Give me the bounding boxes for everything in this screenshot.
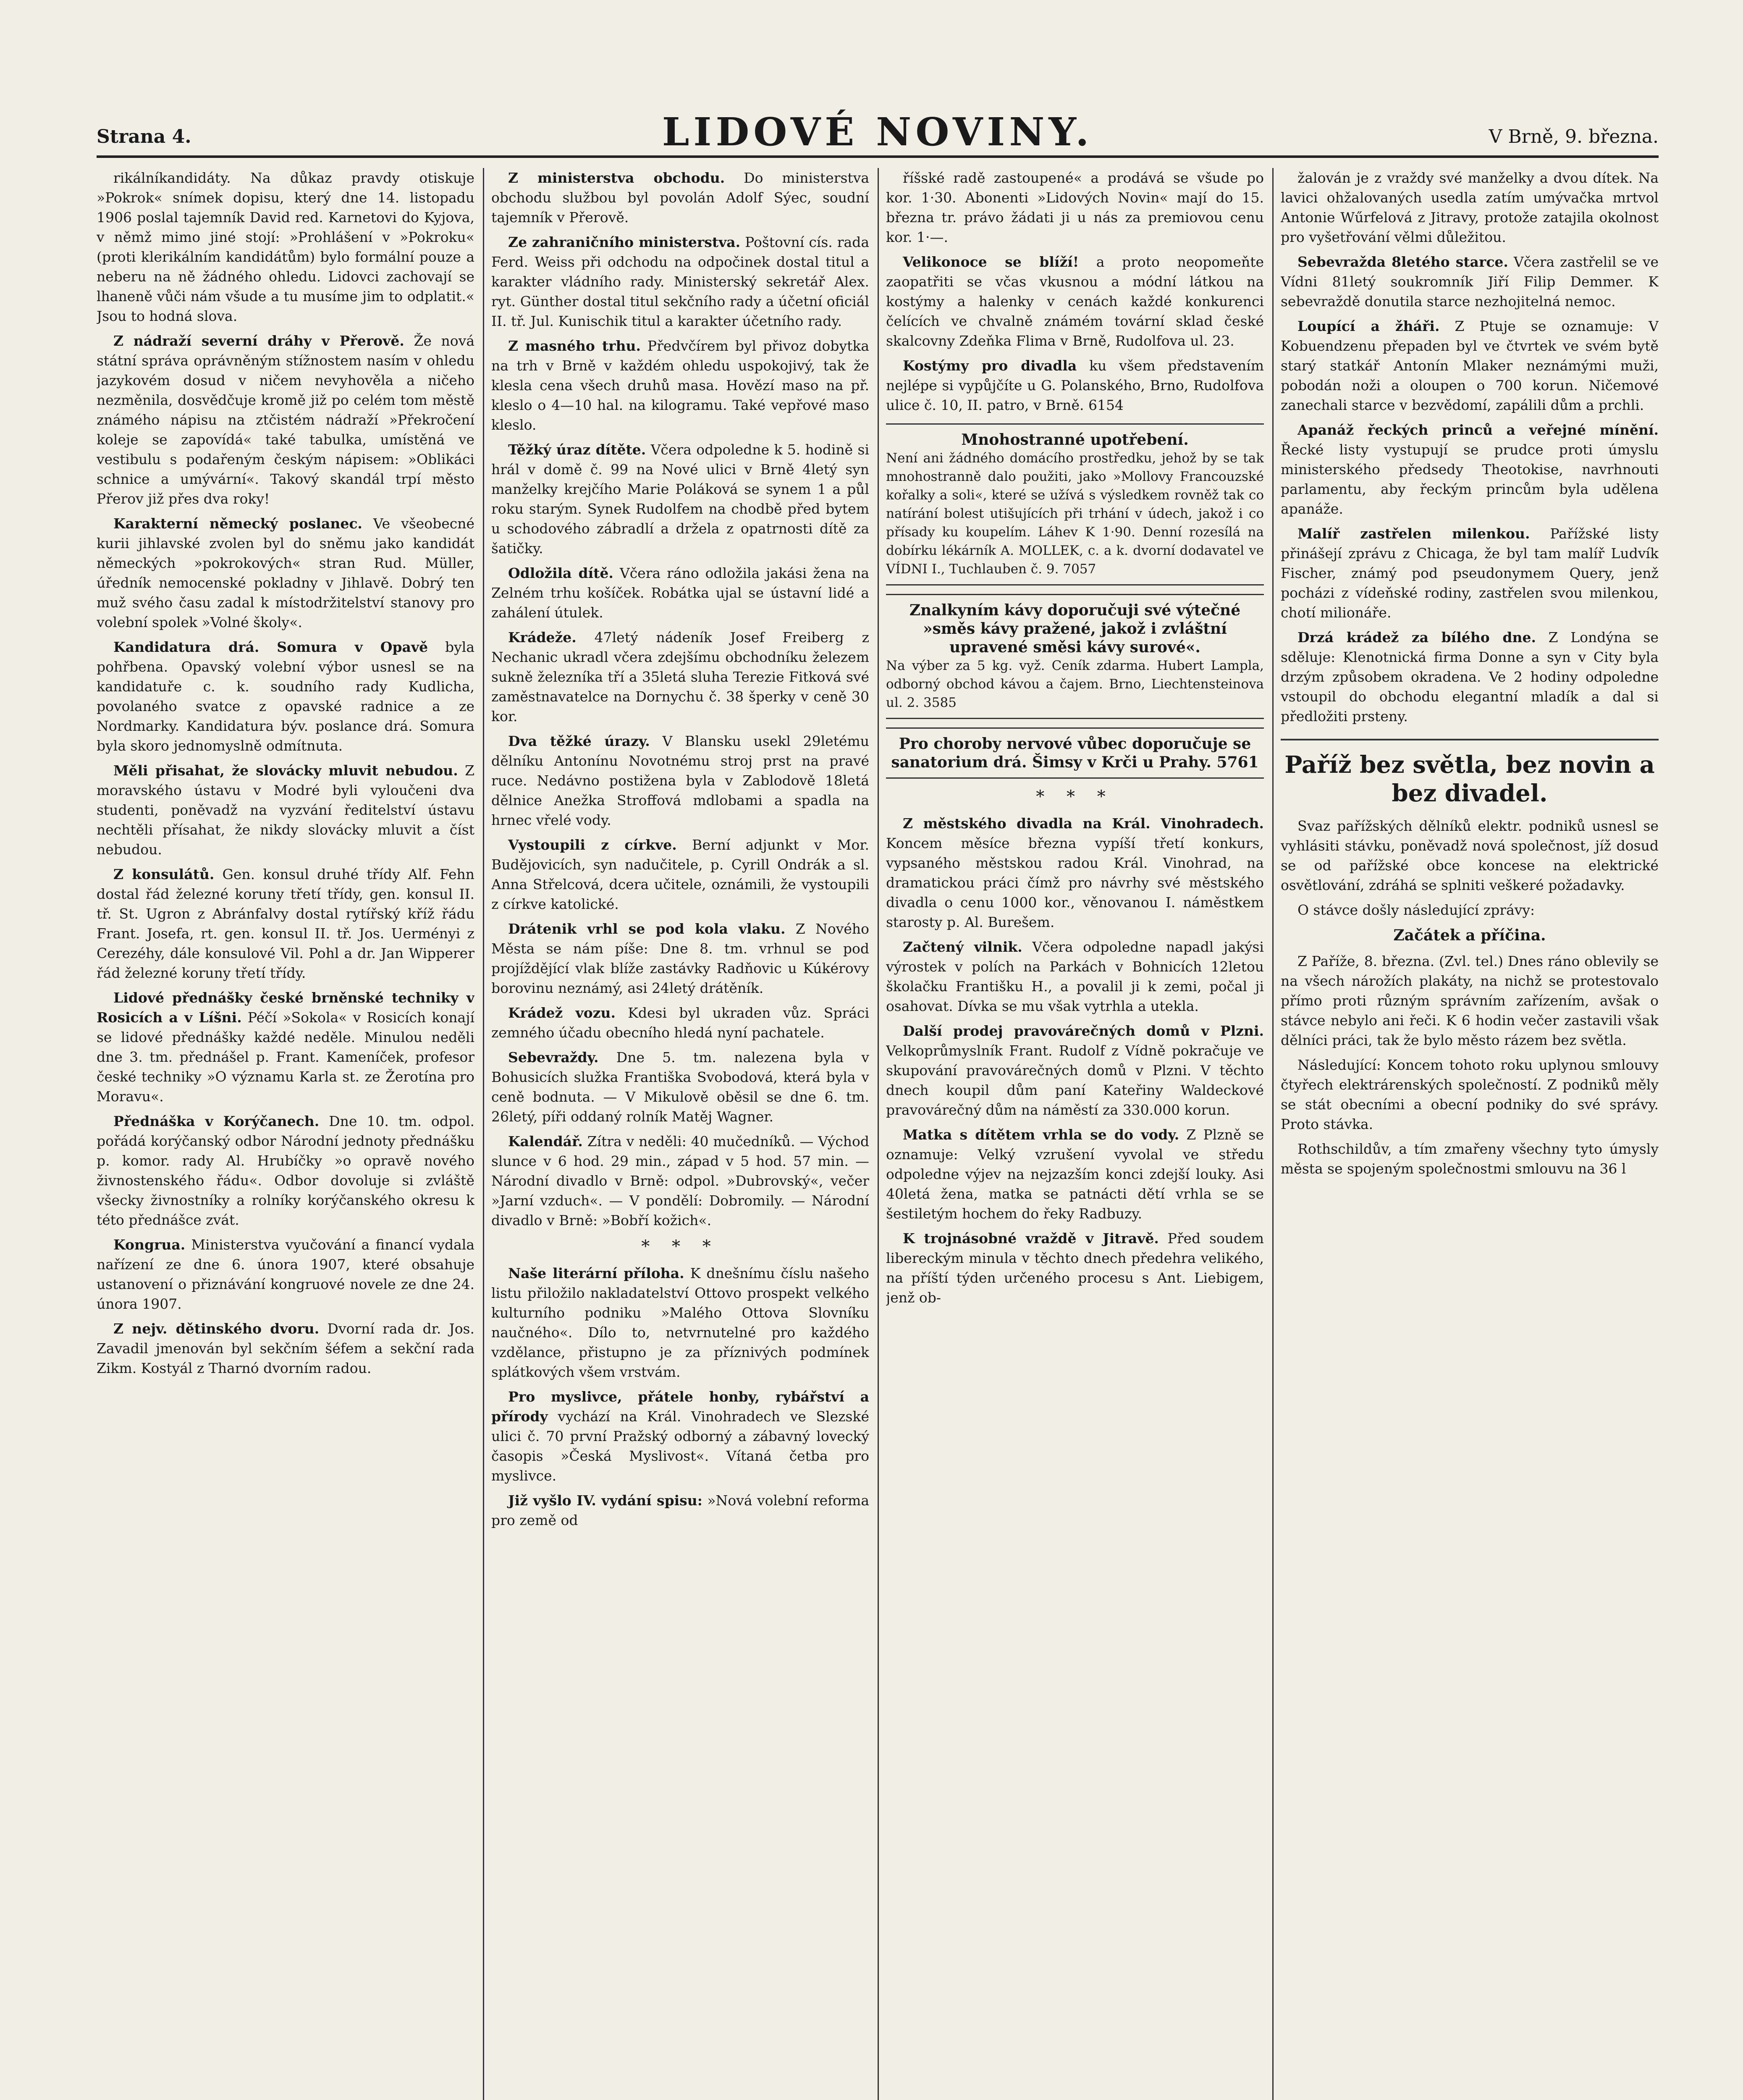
- article-heading: Sebevražda 8letého starce.: [1297, 254, 1508, 270]
- article-heading: Z konsulátů.: [113, 866, 215, 882]
- article-text: Poštovní cís. rada Ferd. Weiss při odchodu na odpočinek dostal titul a karakter vládního rady. Ministerský sekretář Alex. ryt. Günther dostal titul sekčního rady a účetní oficiál II. tř. Jul. Kunischik titul a karakter účetního rady.: [491, 234, 869, 329]
- article-text: vychází na Král. Vinohradech ve Slezské ulici č. 70 první Pražský odborný a zábavný lovecký časopis »Česká Myslivost«. Vítaná četba pro myslivce.: [491, 1408, 869, 1484]
- article-heading: Z nejv. dětinského dvoru.: [113, 1320, 320, 1337]
- article-text: Z Nového Města se nám píše: Dne 8. tm. vrhnul se pod projíždějící vlak blíže zastávky Radňovic u Kúkérovy borovinu neznámý, asi 24letý drátěník.: [491, 921, 869, 996]
- article-heading: Vystoupili z církve.: [508, 837, 677, 853]
- advertisement-text: Na výber za 5 kg. vyž. Ceník zdarma. Hubert Lampla, odborný obchod kávou a čajem. Brno, Liechtensteinova ul. 2. 3585: [886, 658, 1264, 710]
- article-heading: Již vyšlo IV. vydání spisu:: [508, 1492, 702, 1509]
- article-text: Z Plzně se oznamuje: Velký vzrušení vyvolal ve středu odpoledne výjev na nejzazším konci zdejší louky. Asi 40letá žena, matka se patnácti dětí vrhla se se šestiletým hochem do řeky Radbuzy.: [886, 1126, 1264, 1222]
- article-text: Péčí »Sokola« v Rosicích konají se lidové přednášky každé neděle. Minulou neděli dne 3. tm. přednášel p. Frant. Kameníček, profesor české techniky »O významu Karla st. ze Žerotína pro Moravu«.: [97, 1009, 474, 1105]
- article-heading: Karakterní německý poslanec.: [113, 515, 362, 532]
- masthead: [97, 109, 1659, 158]
- article-text: Zítra v neděli: 40 mučedníků. — Východ slunce v 6 hod. 29 min., západ v 5 hod. 57 min. — Národní divadlo v Brně: odpol. »Dubrovský«, večer »Jarní vzduch«. — V pondělí: Dobromily. — Národní divadlo v Brně: »Bobří kožich«.: [491, 1133, 869, 1228]
- article-text: Včera odpoledne k 5. hodině si hrál v domě č. 99 na Nové ulici v Brně 4letý syn manželky krejčího Marie Poláková se synem 1 a půl roku starým. Synek Rudolfem na chodbě před bytem u schodového zábradlí a držela z opatrnosti dítě za šatičky.: [491, 441, 869, 556]
- article-heading: Z ministerstva obchodu.: [508, 170, 725, 186]
- article-text: Z moravského ústavu v Modré byli vyloučeni dva studenti, poněvadž na vyzvání ředitelství ústavu nechtěli přísahat, že nikdy slovácky mluvit a číst nebudou.: [97, 762, 474, 858]
- feature-headline: Paříž bez světla, bez novin a bez divadel.: [1281, 739, 1659, 808]
- newspaper-title: LIDOVÉ NOVINY.: [662, 109, 1093, 155]
- article-text: Že nová státní správa oprávněným stížnostem nasím v ohledu jazykovém dosud v ničem nevyhověla a ničeho nezměnila, dosvědčuje kromě již po celém tom městě známého nápisu na ztčistém nádraží »Překročení koleje se zapovídá« také tabulka, umístěná ve vestibulu s podařeným českým nápisem: »Oblikáci schnice a umývární«. Takový skandál trpí město Přerov již přes dva roky!: [97, 333, 474, 507]
- article-text: Předvčírem byl přivoz dobytka na trh v Brně v každém ohledu uspokojivý, tak že klesla cena všech druhů masa. Hovězí maso na př. kleslo o 4—10 hal. na kilogramu. Také vepřové maso kleslo.: [491, 338, 869, 433]
- article-text: Následující: Koncem tohoto roku uplynou smlouvy čtyřech elektrárenských společností. Z podniků měly se stát obecními a obecní podniky do své správy. Proto stávka.: [1281, 1057, 1659, 1132]
- article-heading: Přednáška v Korýčanech.: [113, 1113, 320, 1129]
- article-text: Řecké listy vystupují se prudce proti úmyslu ministerského předsedy Theotokise, navrhnouti parlamentu, aby řeckým princům byla udělena apanáže.: [1281, 441, 1659, 517]
- article-text: Koncem měsíce března vypíší třetí konkurs, vypsaného městskou radou Král. Vinohrad, na dramatickou práci čímž pro návrhy své městského divadla o cenu 1000 kor., věnovanou I. náměstkem starosty p. Al. Burešem.: [886, 835, 1264, 930]
- article-heading: Pro myslivce, přátele honby, rybářství a přírody: [491, 1389, 869, 1425]
- article-text: Dne 5. tm. nalezena byla v Bohusicích služka Františka Svobodová, která byla v ceně bodnuta. — V Mikulově oběsil se dne 6. tm. 26letý, píři oddaný rolník Matěj Wagner.: [491, 1049, 869, 1125]
- article-heading: Kandidatura drá. Somura v Opavě: [113, 639, 428, 655]
- article-heading: Z městského divadla na Král. Vinohradech.: [903, 815, 1264, 832]
- article-heading: Měli přisahat, že slovácky mluvit nebudou.: [113, 762, 458, 779]
- article-heading: Z nádraží severní dráhy v Přerově.: [113, 333, 404, 349]
- article-heading: Lidové přednášky české brněnské techniky v Rosicích a v Líšni.: [97, 990, 474, 1026]
- article-text: 47letý nádeník Josef Freiberg z Nechanic ukradl včera zdejšímu obchodníku železem sukně železníka tří a 35letá sluha Terezie Fitková své zaměstnavatelce na Dornychu č. 38 šperky v ceně 30 kor.: [491, 629, 869, 724]
- article-heading: Kalendář.: [508, 1133, 583, 1150]
- article-text: Z Londýna se sděluje: Klenotnická firma Donne a syn v City byla drzým způsobem okradena. Ve 2 hodiny odpoledne vstoupil do obchodu elegantní mladík a dal si předložiti prsteny.: [1281, 629, 1659, 724]
- newspaper-page: [97, 84, 1659, 2100]
- article-text: Včera odpoledne napadl jakýsi výrostek v polích na Parkách v Bohnicích 12letou školačku Františku H., a povalil ji k zemi, počal ji osahovat. Dívka se mu však vytrhla a utekla.: [886, 939, 1264, 1014]
- article-text: Z Paříže, 8. března. (Zvl. tel.) Dnes ráno oblevily se na všech nárožích plakáty, na nichž se protestovalo přímo proti různým správním zařízením, avšak o stávce nebylo ani řeči. K 6 hodin večer zastavili však dělníci práci, tak že bylo město rázem bez světla.: [1281, 953, 1659, 1048]
- article-heading: Drátenik vrhl se pod kola vlaku.: [508, 921, 786, 937]
- article-text: a proto neopomeňte zaopatřiti se včas vkusnou a módní látkou na kostýmy a halenky v cenách každé konkurenci čelících ve chvalně známém tovární sklad české skalcovny Zdeňka Flima v Brně, Rudolfova ul. 23.: [886, 254, 1264, 349]
- article-heading: Apanáž řeckých princů a veřejné mínění.: [1297, 422, 1659, 438]
- article-text: Včera zastřelil se ve Vídni 81letý soukromník Jiří Filip Demmer. K sebevraždě donutila starce nezhojitelná nemoc.: [1281, 254, 1659, 310]
- article-heading: Krádež vozu.: [508, 1005, 616, 1021]
- article-heading: Naše literární příloha.: [508, 1265, 684, 1281]
- article-heading: Krádeže.: [508, 629, 577, 646]
- page-number: Strana 4.: [97, 126, 191, 147]
- article-heading: Malíř zastřelen milenkou.: [1297, 525, 1530, 542]
- advertisement-title: Znalkyním kávy doporučuji své výtečné »směs kávy pražené, jakož i zvláštní upravené směsi kávy surové«.: [909, 601, 1241, 656]
- article-heading: Z masného trhu.: [508, 338, 641, 354]
- advertisement: [886, 594, 1264, 719]
- article-text: Před soudem libereckým minula v těchto dnech předehra velikého, na příští týden určeného procesu s Ant. Liebigem, jenž ob-: [886, 1230, 1264, 1306]
- section-divider: * * *: [1036, 787, 1114, 806]
- article-text: Z Ptuje se oznamuje: V Kobuendzenu přepaden byl ve čtvrtek ve svém bytě starý statkář Antonín Mlaker neznámými muži, pobodán noži a oloupen o 700 korun. Ničemové zanechali starce v bezvědomí, zapálili dům a prchli.: [1281, 318, 1659, 413]
- article-heading: Odložila dítě.: [508, 565, 613, 581]
- issue-date: V Brně, 9. března.: [1489, 126, 1659, 147]
- article-heading: Dva těžké úrazy.: [508, 733, 650, 749]
- advertisement-text: Není ani žádného domácího prostředku, jehož by se tak mnohostranně dalo použiti, jako »Mollovy Francouzské kořalky a soli«, které se užívá s výsledkem rovněž tak co natírání bolest utišujících při trhání v údech, jakož i co přísady ku koupelím. Láhev K 1·90. Denní rozesílá na dobírku lékárník A. MOLLEK, c. a k. dvorní dodavatel ve VÍDNI I., Tuchlauben č. 9. 7057: [886, 451, 1264, 577]
- article-text: žalován je z vraždy své manželky a dvou dítek. Na lavici ohžalovaných usedla zatím umývačka mrtvol Antonie Wűrfelová z Jitravy, protože zatajila okolnost pro vyšetřování vělmi důležitou.: [1281, 170, 1659, 245]
- article-text: K dnešnímu číslu našeho listu přiložilo nakladatelství Ottovo prospekt velkého kulturního podniku »Malého Ottova Slovníku naučného«. Dílo to, netvrnutelné pro každého vzdělance, přistupno je za přízniv​ých podmínek splátkových všem vrstvám.: [491, 1265, 869, 1380]
- article-heading: Kostýmy pro divadla: [903, 357, 1077, 374]
- article-text: »Nová volební reforma pro země od: [491, 1492, 869, 1528]
- section-subheading: Začátek a příčina.: [1393, 927, 1546, 944]
- article-heading: K trojnásobné vraždě v Jitravě.: [903, 1230, 1159, 1247]
- article-text: Rothschildův, a tím zmařeny všechny tyto úmysly města se spojeným společnostmi smlouvu na 36 l: [1281, 1141, 1659, 1177]
- article-text: O stávce došly následující zprávy:: [1297, 902, 1535, 918]
- article-text: Ve všeobecné kurii jihlavské zvolen byl do sněmu jako kandidát německých »pokrokových« stran Rud. Müller, úředník nemocenské pokladny v Jihlavě. Dobrý ten muž svého času zadal k místodržitelství stanovy pro volební spolek »Volné školy«.: [97, 515, 474, 630]
- columns: [97, 168, 1659, 2100]
- article-heading: Loupící a žháři.: [1297, 318, 1440, 334]
- article-heading: Sebevraždy.: [508, 1049, 599, 1066]
- article-text: ku všem představením nejlépe si vypůjčíte u G. Polanského, Brno, Rudolfova ulice č. 10, II. patro, v Brně. 6154: [886, 357, 1264, 413]
- article-text: byla pohřbena. Opavský volební výbor usnesl se na kandidatuře c. k. soudního rady Kudlicha, povolaného svatce z opavské radnice a ze Nordmarky. Kandidatura býv. poslance drá. Somura byla skoro jednomyslně odmítnuta.: [97, 639, 474, 754]
- article-heading: Začtený vilnik.: [903, 939, 1022, 955]
- advertisement-title: Mnohostranné upotřebení.: [961, 431, 1189, 449]
- advertisement: [886, 423, 1264, 585]
- article-heading: Velikonoce se blíží!: [903, 254, 1079, 270]
- section-divider: * * *: [641, 1237, 719, 1256]
- article-text: rikálníkandidáty. Na důkaz pravdy otiskuje »Pokrok« snímek dopisu, který dne 14. listopadu 1906 poslal tajemník David red. Karnetovi do Kyjova, v němž mimo jiné stojí: »Prohlášení v »Pokroku« (proti klerikálním kandidátům) bylo formální pouze a neberu na ně žádného ohledu. Lidovci zachovají se lhaneně vůči nám všude a tu musíme jim to odplatit.« Jsou to hodná slova.: [97, 170, 474, 324]
- column-4: [1281, 168, 1659, 2100]
- article-heading: Drzá krádež za bílého dne.: [1297, 629, 1536, 646]
- article-text: Gen. konsul druhé třídy Alf. Fehn dostal řád železné koruny třetí třídy, gen. konsul II. tř. St. Ugron z Abránfalvy dostal rytířský kříž řádu Frant. Josefa, rt. gen. konsul II. tř. Jos. Uerményi z Cerezéhy, dále konsulové Vil. Pohl a dr. Jan Wipperer řád železné koruny třetí třídy.: [97, 866, 474, 981]
- column-rule: [878, 168, 879, 2100]
- article-heading: Ze zahraničního ministerstva.: [508, 234, 741, 250]
- advertisement-text: Pro choroby nervové vůbec doporučuje se sanatorium drá. Šimsy v Krči u Prahy. 5761: [891, 735, 1259, 771]
- article-heading: Matka s dítětem vrhla se do vody.: [903, 1126, 1179, 1143]
- article-text: Svaz pařížských dělníků elektr. podniků usnesl se vyhlásiti stávku, poněvadž nová společnost, jíž dosud se od pařížské obce koncese na elektrické osvětlování, zdráhá se splniti veškeré požadavky.: [1281, 818, 1659, 893]
- article-text: Včera ráno odložila jakási žena na Zelném trhu košíček. Robátka ujal se ústavní lidé a zahálení útulek.: [491, 565, 869, 621]
- column-3: [886, 168, 1264, 2100]
- article-text: Velkoprůmyslník Frant. Rudolf z Vídně pokračuje ve skupování pravovárečných domů v Plzni. V těchto dnech koupil dům paní Kateřiny Waldeckové pravovárečný dům na náměstí za 330.000 korun.: [886, 1042, 1264, 1118]
- article-text: Ministerstva vyučování a financí vydala nařízení ze dne 6. února 1907, které obsahuje ustanovení o přiznávání kongruové novele ze dne 24. února 1907.: [97, 1236, 474, 1312]
- advertisement: [886, 727, 1264, 779]
- article-text: Dne 10. tm. odpol. pořádá korýčanský odbor Národní jednoty přednášku p. komor. rady Al. Hrubíčky »o opravě nového živnostenského řádu«. Odbor dovoluje si zvláště všecky živnostníky a rolníky korýčanského okresu k této přednášce zvát.: [97, 1113, 474, 1228]
- article-heading: Další prodej pravovárečných domů v Plzni.: [903, 1023, 1264, 1039]
- article-text: Kdesi byl ukraden vůz. Spráci zemného účadu obecního hledá nyní pachatele.: [491, 1005, 869, 1041]
- article-text: říšské radě zastoupené« a prodává se všude po kor. 1·30. Abonenti »Lidových Novin« mají do 15. března tr. právo žádati ji u nás za premiovou cenu kor. 1·—.: [886, 170, 1264, 245]
- article-text: V Blansku usekl 29letému dělníku Antonínu Novotnému stroj prst na pravé ruce. Nedávno postižena byla v Zablodově 18letá dělnice Anežka Stroffová mdlobami a spadla na hrnec vřelé vody.: [491, 733, 869, 828]
- article-text: Berní adjunkt v Mor. Budějovicích, syn nadučitele, p. Cyrill Ondrák a sl. Anna Střelcová, dcera učitele, oznámili, že vystoupili z církve katolické.: [491, 837, 869, 912]
- column-2: [491, 168, 869, 2100]
- article-heading: Těžký úraz dítěte.: [508, 441, 646, 458]
- article-text: Pařížské listy přinášejí zprávu z Chicaga, že byl tam malíř Ludvík Fischer, známý pod pseudonymem Query, jenž pocházi z vídeňské rodiny, zastřelen svou milenkou, chotí milionáře.: [1281, 525, 1659, 621]
- column-1: [97, 168, 474, 2100]
- article-text: Dvorní rada dr. Jos. Zavadil jmenován byl sekčním šéfem a sekční rada Zikm. Kostyál z Tharnó dvorním radou.: [97, 1320, 474, 1376]
- article-heading: Kongrua.: [113, 1236, 186, 1253]
- column-rule: [1272, 168, 1274, 2100]
- column-rule: [483, 168, 484, 2100]
- article-text: Do ministerstva obchodu službou byl povolán Adolf Sýec, soudní tajemník v Přerově.: [491, 170, 869, 226]
